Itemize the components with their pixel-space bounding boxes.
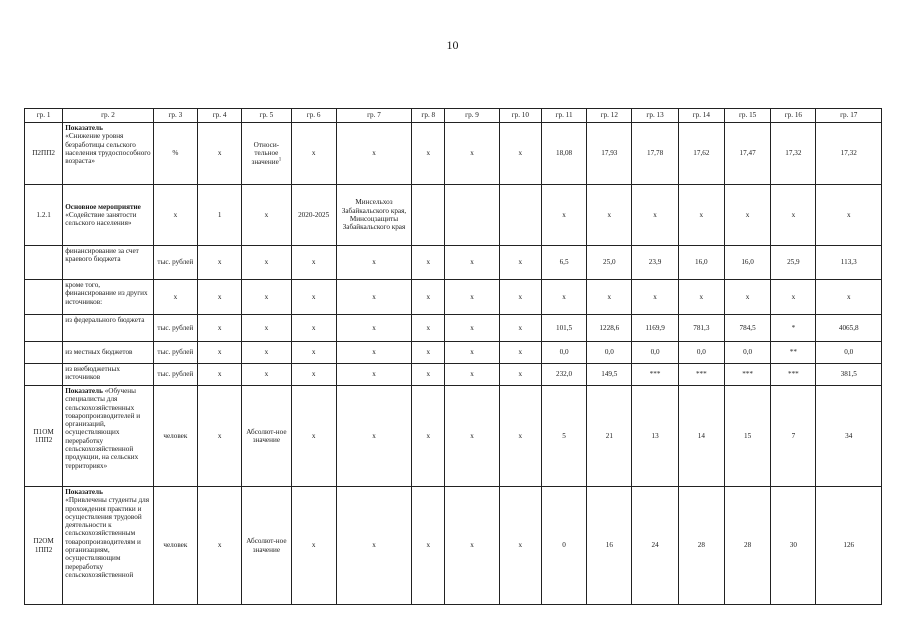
value-cell: 784,5 <box>724 315 770 342</box>
value-cell: 17,78 <box>632 123 678 185</box>
cell: x <box>197 386 241 487</box>
value-cell: 25,0 <box>587 246 632 280</box>
row-code: П1ОМ 1ПП2 <box>25 386 63 487</box>
cell: x <box>412 315 445 342</box>
cell: x <box>412 364 445 386</box>
cell: x <box>445 386 499 487</box>
cell: x <box>499 342 541 364</box>
value-cell: x <box>678 280 724 315</box>
total-cell: 113,3 <box>816 246 882 280</box>
unit-cell: x <box>153 185 197 246</box>
table-row <box>25 364 882 386</box>
header-cell: гр. 5 <box>242 109 291 123</box>
header-cell: гр. 15 <box>724 109 770 123</box>
value-cell: x <box>541 185 586 246</box>
cell: 1 <box>197 185 241 246</box>
value-cell: 0,0 <box>678 342 724 364</box>
cell: x <box>242 315 291 342</box>
cell <box>242 123 291 185</box>
table-row <box>25 246 882 280</box>
value-cell: 30 <box>771 487 816 605</box>
row-description <box>63 185 154 246</box>
value-cell: 16,0 <box>678 246 724 280</box>
header-cell: гр. 16 <box>771 109 816 123</box>
cell: x <box>445 123 499 185</box>
desc-head: Основное мероприятие <box>65 202 141 211</box>
header-cell: гр. 4 <box>197 109 241 123</box>
header-cell: гр. 12 <box>587 109 632 123</box>
row-description: финансирование за счет краевого бюджета <box>63 246 154 280</box>
value-cell: x <box>678 185 724 246</box>
cell: x <box>499 386 541 487</box>
desc-body: «Привлечены студенты для прохождения практики и осуществления трудовой деятельности к сельскохозяйственным товаропроизводителям и организациям, осуществляющим переработку сельскохозяйственной <box>65 496 150 579</box>
value-cell: x <box>771 185 816 246</box>
cell: x <box>336 246 411 280</box>
cell <box>412 185 445 246</box>
footnote-mark: 1 <box>278 157 282 163</box>
value-cell: 25,9 <box>771 246 816 280</box>
cell: x <box>445 487 499 605</box>
cell: x <box>197 315 241 342</box>
cell: Минсельхоз Забайкальского края, Минсоцзащиты Забайкальского края <box>336 185 411 246</box>
row-code <box>25 342 63 364</box>
cell: x <box>242 364 291 386</box>
value-cell: 0,0 <box>724 342 770 364</box>
cell: x <box>197 364 241 386</box>
total-cell: 0,0 <box>816 342 882 364</box>
cell: x <box>197 246 241 280</box>
unit-cell: тыс. рублей <box>153 315 197 342</box>
value-cell: 28 <box>678 487 724 605</box>
program-table <box>24 108 882 605</box>
value-cell: *** <box>678 364 724 386</box>
cell <box>499 185 541 246</box>
unit-cell: тыс. рублей <box>153 364 197 386</box>
cell: x <box>445 246 499 280</box>
desc-body: «Содействие занятости сельского населения» <box>65 210 137 228</box>
value-cell: x <box>724 185 770 246</box>
value-cell: 17,93 <box>587 123 632 185</box>
value-cell: 0,0 <box>541 342 586 364</box>
value-cell: 6,5 <box>541 246 586 280</box>
value-type: Относи-тельное значение <box>251 141 280 166</box>
cell: x <box>412 386 445 487</box>
row-code <box>25 280 63 315</box>
value-cell: x <box>724 280 770 315</box>
header-cell: гр. 9 <box>445 109 499 123</box>
cell: x <box>291 487 336 605</box>
table-row <box>25 123 882 185</box>
value-cell: * <box>771 315 816 342</box>
cell: x <box>291 246 336 280</box>
desc-head: Показатель <box>65 124 103 132</box>
row-description: кроме того, финансирование из других источников: <box>63 280 154 315</box>
cell: x <box>242 280 291 315</box>
value-cell: 21 <box>587 386 632 487</box>
value-cell: 781,3 <box>678 315 724 342</box>
row-code <box>25 364 63 386</box>
value-cell: x <box>587 280 632 315</box>
cell: x <box>499 123 541 185</box>
unit-cell: тыс. рублей <box>153 342 197 364</box>
desc-head: Показатель <box>65 387 103 395</box>
cell: x <box>242 342 291 364</box>
row-description <box>63 386 154 487</box>
cell: x <box>445 342 499 364</box>
header-cell: гр. 11 <box>541 109 586 123</box>
value-cell: 17,62 <box>678 123 724 185</box>
table-row <box>25 342 882 364</box>
header-cell: гр. 17 <box>816 109 882 123</box>
value-cell: 23,9 <box>632 246 678 280</box>
unit-cell: человек <box>153 386 197 487</box>
total-cell: 4065,8 <box>816 315 882 342</box>
value-cell: 15 <box>724 386 770 487</box>
desc-body: «Обучены специалисты для сельскохозяйственных товаропроизводителей и организаций, осуществляющих переработку сельскохозяйственной продукции, на сельских территориях» <box>65 387 141 470</box>
cell: x <box>412 342 445 364</box>
table-row <box>25 280 882 315</box>
value-cell: x <box>632 280 678 315</box>
value-cell: 16 <box>587 487 632 605</box>
cell: x <box>445 364 499 386</box>
table-row <box>25 185 882 246</box>
cell: x <box>336 315 411 342</box>
cell: x <box>242 185 291 246</box>
row-description <box>63 487 154 605</box>
cell: x <box>412 123 445 185</box>
cell: x <box>336 342 411 364</box>
cell: x <box>291 386 336 487</box>
value-cell: *** <box>632 364 678 386</box>
row-code <box>25 315 63 342</box>
row-code: П2ОМ 1ПП2 <box>25 487 63 605</box>
cell: x <box>336 386 411 487</box>
value-cell: 149,5 <box>587 364 632 386</box>
value-cell: 14 <box>678 386 724 487</box>
cell: x <box>291 364 336 386</box>
value-cell: x <box>632 185 678 246</box>
cell: x <box>336 123 411 185</box>
cell: x <box>197 280 241 315</box>
cell: x <box>499 487 541 605</box>
total-cell: 126 <box>816 487 882 605</box>
header-cell: гр. 10 <box>499 109 541 123</box>
cell: x <box>499 280 541 315</box>
desc-head: Показатель <box>65 488 103 496</box>
header-cell: гр. 1 <box>25 109 63 123</box>
value-cell: x <box>771 280 816 315</box>
cell: x <box>197 123 241 185</box>
row-description: из местных бюджетов <box>63 342 154 364</box>
total-cell: x <box>816 185 882 246</box>
value-cell: 7 <box>771 386 816 487</box>
value-cell: 28 <box>724 487 770 605</box>
cell: x <box>336 280 411 315</box>
value-cell: 1228,6 <box>587 315 632 342</box>
value-cell: 0 <box>541 487 586 605</box>
value-cell: 17,32 <box>771 123 816 185</box>
value-cell: x <box>587 185 632 246</box>
cell: x <box>412 280 445 315</box>
header-row <box>25 109 882 123</box>
header-cell: гр. 6 <box>291 109 336 123</box>
unit-cell: % <box>153 123 197 185</box>
header-cell: гр. 3 <box>153 109 197 123</box>
cell: x <box>291 315 336 342</box>
value-cell: *** <box>771 364 816 386</box>
cell: x <box>412 487 445 605</box>
cell: x <box>291 123 336 185</box>
cell: x <box>499 364 541 386</box>
value-cell: *** <box>724 364 770 386</box>
cell: x <box>242 246 291 280</box>
cell <box>445 185 499 246</box>
row-code: 1.2.1 <box>25 185 63 246</box>
cell: x <box>291 280 336 315</box>
unit-cell: тыс. рублей <box>153 246 197 280</box>
total-cell: 381,5 <box>816 364 882 386</box>
cell: x <box>499 315 541 342</box>
value-cell: 18,08 <box>541 123 586 185</box>
cell: x <box>445 315 499 342</box>
value-cell: x <box>541 280 586 315</box>
table-row <box>25 386 882 487</box>
value-cell: 0,0 <box>632 342 678 364</box>
unit-cell: человек <box>153 487 197 605</box>
unit-cell: x <box>153 280 197 315</box>
total-cell: 34 <box>816 386 882 487</box>
value-cell: 16,0 <box>724 246 770 280</box>
header-cell: гр. 7 <box>336 109 411 123</box>
row-description: из федерального бюджета <box>63 315 154 342</box>
row-code: П2ПП2 <box>25 123 63 185</box>
cell: x <box>336 364 411 386</box>
cell: x <box>291 342 336 364</box>
cell: 2020-2025 <box>291 185 336 246</box>
table-row <box>25 315 882 342</box>
table-row <box>25 487 882 605</box>
row-code <box>25 246 63 280</box>
header-cell: гр. 8 <box>412 109 445 123</box>
header-cell: гр. 14 <box>678 109 724 123</box>
value-cell: 101,5 <box>541 315 586 342</box>
cell: x <box>197 342 241 364</box>
header-cell: гр. 13 <box>632 109 678 123</box>
value-cell: ** <box>771 342 816 364</box>
cell: x <box>336 487 411 605</box>
cell: x <box>412 246 445 280</box>
value-cell: 5 <box>541 386 586 487</box>
total-cell: x <box>816 280 882 315</box>
value-cell: 1169,9 <box>632 315 678 342</box>
desc-body: «Снижение уровня безработицы сельского населения трудоспособного возраста» <box>65 132 151 166</box>
cell: Абсолют-ное значение <box>242 487 291 605</box>
value-cell: 232,0 <box>541 364 586 386</box>
value-cell: 0,0 <box>587 342 632 364</box>
header-cell: гр. 2 <box>63 109 154 123</box>
row-description: из внебюджетных источников <box>63 364 154 386</box>
cell: Абсолют-ное значение <box>242 386 291 487</box>
cell: x <box>499 246 541 280</box>
value-cell: 24 <box>632 487 678 605</box>
value-cell: 13 <box>632 386 678 487</box>
cell: x <box>445 280 499 315</box>
page-number: 10 <box>446 38 459 52</box>
value-cell: 17,47 <box>724 123 770 185</box>
row-description <box>63 123 154 185</box>
total-cell: 17,32 <box>816 123 882 185</box>
cell: x <box>197 487 241 605</box>
